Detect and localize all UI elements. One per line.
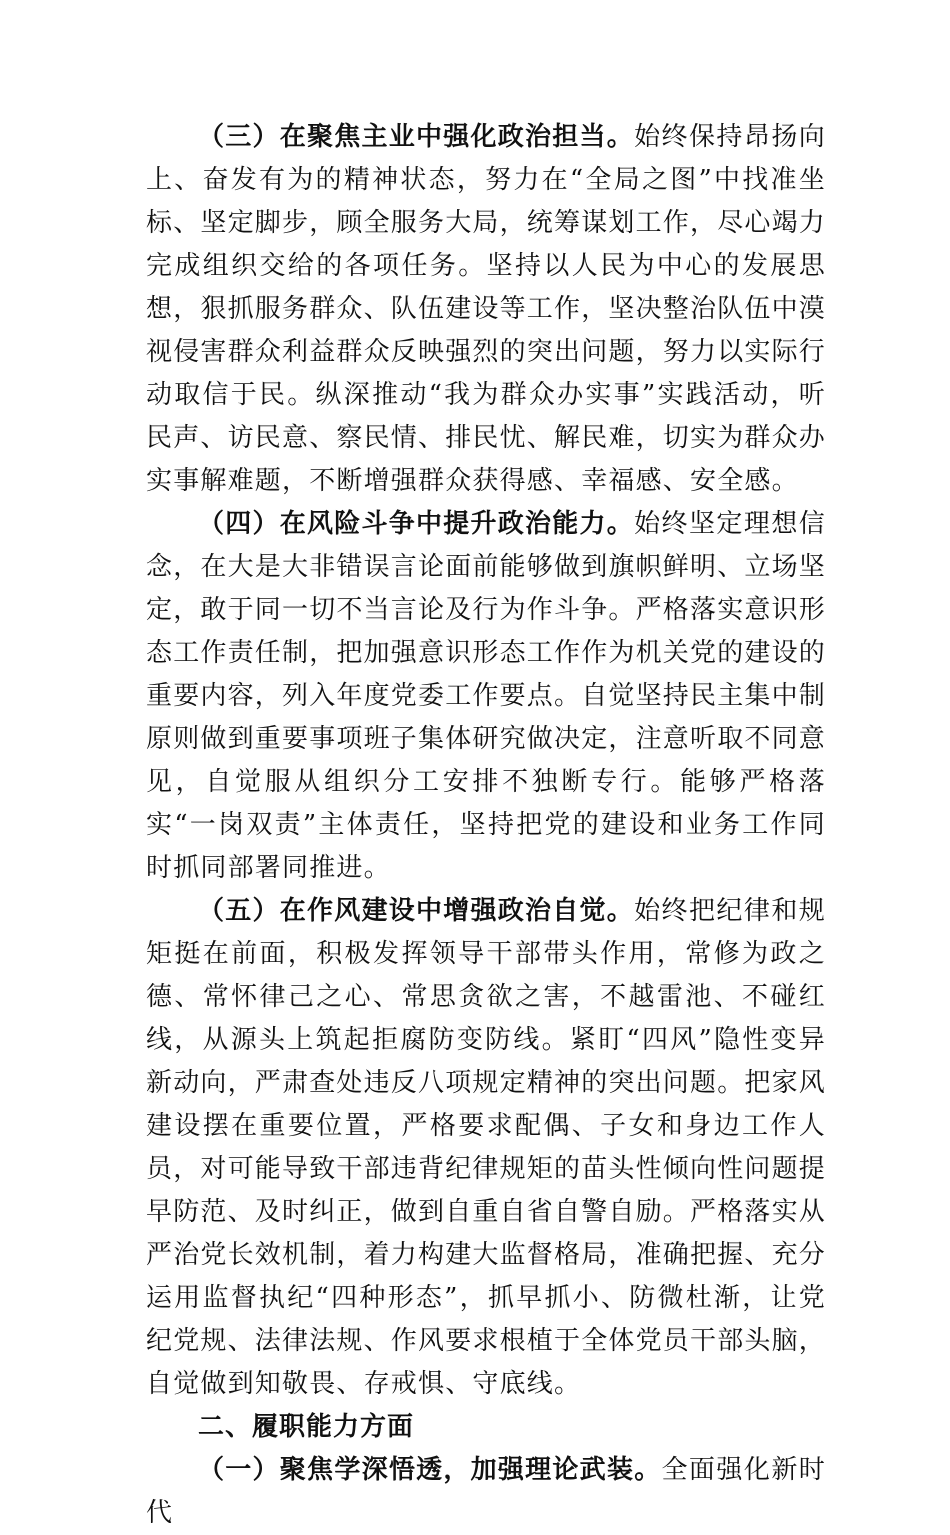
paragraph-section2-1 <box>146 1449 826 1535</box>
paragraph-4 <box>146 503 826 890</box>
paragraph-3-heading: （三）在聚焦主业中强化政治担当。 <box>198 122 635 152</box>
paragraph-5-heading: （五）在作风建设中增强政治自觉。 <box>198 896 635 926</box>
paragraph-4-text: 始终坚定理想信念，在大是大非错误言论面前能够做到旗帜鲜明、立场坚定，敢于同一切不当言论及行为作斗争。严格落实意识形态工作责任制，把加强意识形态工作作为机关党的建设的重要内容，列入年度党委工作要点。自觉坚持民主集中制原则做到重要事项班子集体研究做决定，注意听取不同意见，自觉服从组织分工安排不独断专行。能够严格落实“一岗双责”主体责任，坚持把党的建设和业务工作同时抓同部署同推进。 <box>146 509 827 883</box>
paragraph-5-text: 始终把纪律和规矩挺在前面，积极发挥领导干部带头作用，常修为政之德、常怀律己之心、常思贪欲之害，不越雷池、不碰红线，从源头上筑起拒腐防变防线。紧盯“四风”隐性变异新动向，严肃查处违反八项规定精神的突出问题。把家风建设摆在重要位置，严格要求配偶、子女和身边工作人员，对可能导致干部违背纪律规矩的苗头性倾向性问题提早防范、及时纠正，做到自重自省自警自励。严格落实从严治党长效机制，着力构建大监督格局，准确把握、充分运用监督执纪“四种形态”，抓早抓小、防微杜渐，让党纪党规、法律法规、作风要求根植于全体党员干部头脑，自觉做到知敬畏、存戒惧、守底线。 <box>146 896 827 1399</box>
paragraph-5 <box>146 890 826 1406</box>
paragraph-section2-1-text: 全面强化新时代 <box>146 1455 826 1528</box>
paragraph-3 <box>146 116 826 503</box>
section-heading: 二、履职能力方面 <box>198 1412 415 1442</box>
paragraph-3-text: 始终保持昂扬向上、奋发有为的精神状态，努力在“全局之图”中找准坐标、坚定脚步，顾全服务大局，统筹谋划工作，尽心竭力完成组织交给的各项任务。坚持以人民为中心的发展思想，狠抓服务群众、队伍建设等工作，坚决整治队伍中漠视侵害群众利益群众反映强烈的突出问题，努力以实际行动取信于民。纵深推动“我为群众办实事”实践活动，听民声、访民意、察民情、排民忧、解民难，切实为群众办实事解难题，不断增强群众获得感、幸福感、安全感。 <box>146 122 827 496</box>
paragraph-4-heading: （四）在风险斗争中提升政治能力。 <box>198 509 635 539</box>
document-body <box>146 116 826 1535</box>
paragraph-section2-1-heading: （一）聚焦学深悟透，加强理论武装。 <box>198 1455 662 1485</box>
